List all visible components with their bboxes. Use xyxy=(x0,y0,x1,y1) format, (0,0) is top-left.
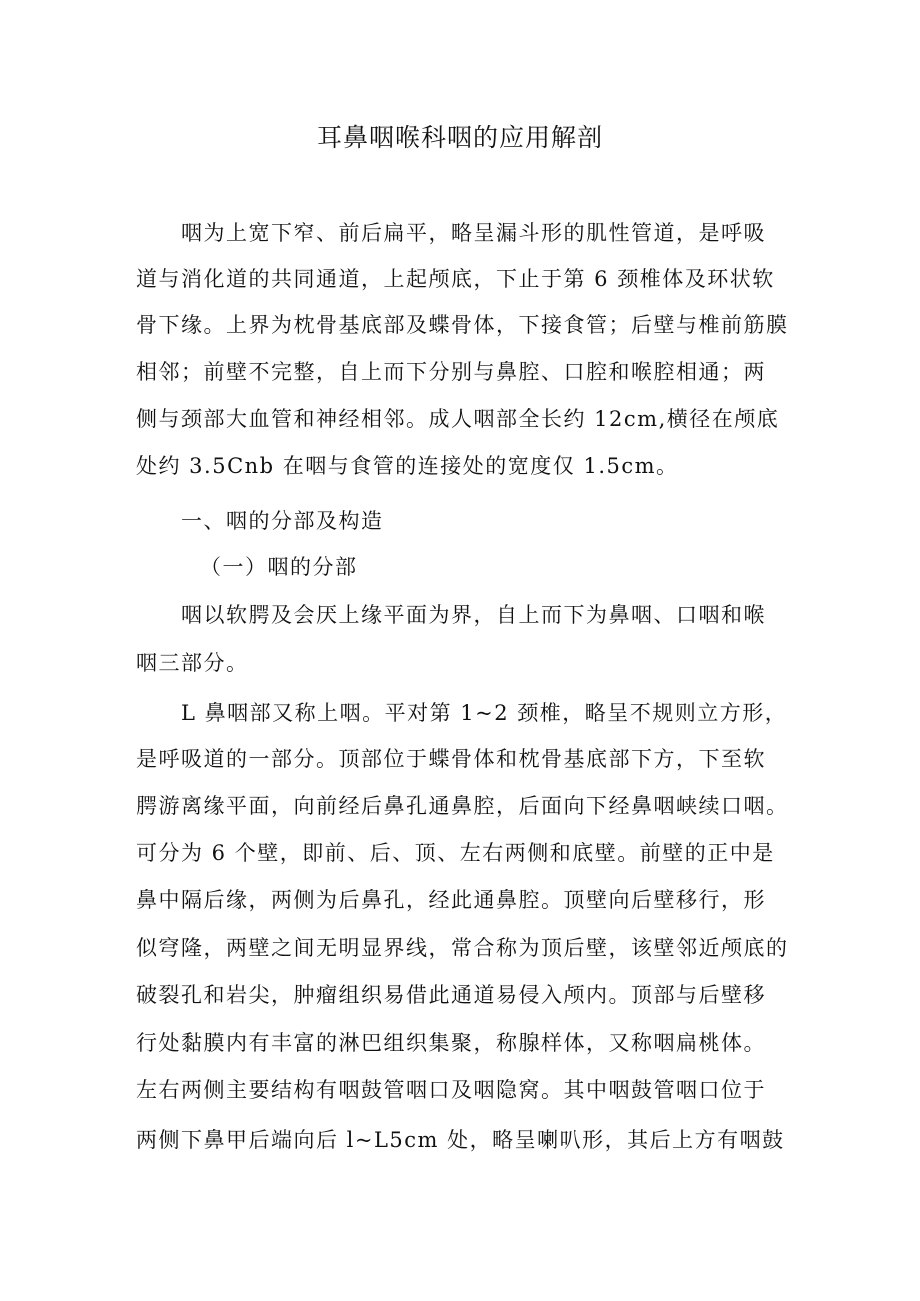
paragraph-line: 行处黏膜内有丰富的淋巴组织集聚，称腺样体，又称咽扁桃体。 xyxy=(136,1031,766,1055)
paragraph-line: 咽以软腭及会厌上缘平面为界，自上而下为鼻咽、口咽和喉 xyxy=(181,603,766,627)
paragraph-line: 相邻；前壁不完整，自上而下分别与鼻腔、口腔和喉腔相通；两 xyxy=(136,360,766,384)
paragraph-line: 可分为 6 个壁，即前、后、顶、左右两侧和底壁。前壁的正中是 xyxy=(136,841,775,865)
paragraph-line: 腭游离缘平面，向前经后鼻孔通鼻腔，后面向下经鼻咽峡续口咽。 xyxy=(136,794,789,818)
paragraph-line: 咽为上宽下窄、前后扁平，略呈漏斗形的肌性管道，是呼吸 xyxy=(181,221,766,245)
paragraph-line: L 鼻咽部又称上咽。平对第 1~2 颈椎，略呈不规则立方形， xyxy=(181,701,788,725)
paragraph-line: 似穹隆，两壁之间无明显界线，常合称为顶后壁，该壁邻近颅底的 xyxy=(136,936,789,960)
paragraph-line: 是呼吸道的一部分。顶部位于蝶骨体和枕骨基底部下方，下至软 xyxy=(136,747,766,771)
document-title: 耳鼻咽喉科咽的应用解剖 xyxy=(316,123,603,152)
paragraph-line: 鼻中隔后缘，两侧为后鼻孔，经此通鼻腔。顶壁向后壁移行，形 xyxy=(136,888,766,912)
paragraph-line: 侧与颈部大血管和神经相邻。成人咽部全长约 12cm,横径在颅底 xyxy=(136,407,780,431)
paragraph-line: 两侧下鼻甲后端向后 l~L5cm 处，略呈喇叭形，其后上方有咽鼓 xyxy=(136,1128,785,1152)
paragraph-line: 左右两侧主要结构有咽鼓管咽口及咽隐窝。其中咽鼓管咽口位于 xyxy=(136,1078,766,1102)
paragraph-line: 处约 3.5Cnb 在咽与食管的连接处的宽度仅 1.5cm。 xyxy=(136,454,679,478)
paragraph-line: 破裂孔和岩尖，肿瘤组织易借此通道易侵入颅内。顶部与后壁移 xyxy=(136,983,766,1007)
paragraph-line: 骨下缘。上界为枕骨基底部及蝶骨体，下接食管；后壁与椎前筋膜 xyxy=(136,313,789,337)
section-heading: 一、咽的分部及构造 xyxy=(181,509,384,533)
subsection-heading: （一）咽的分部 xyxy=(200,555,358,579)
paragraph-line: 道与消化道的共同通道，上起颅底，下止于第 6 颈椎体及环状软 xyxy=(136,267,775,291)
paragraph-line: 咽三部分。 xyxy=(136,651,249,675)
